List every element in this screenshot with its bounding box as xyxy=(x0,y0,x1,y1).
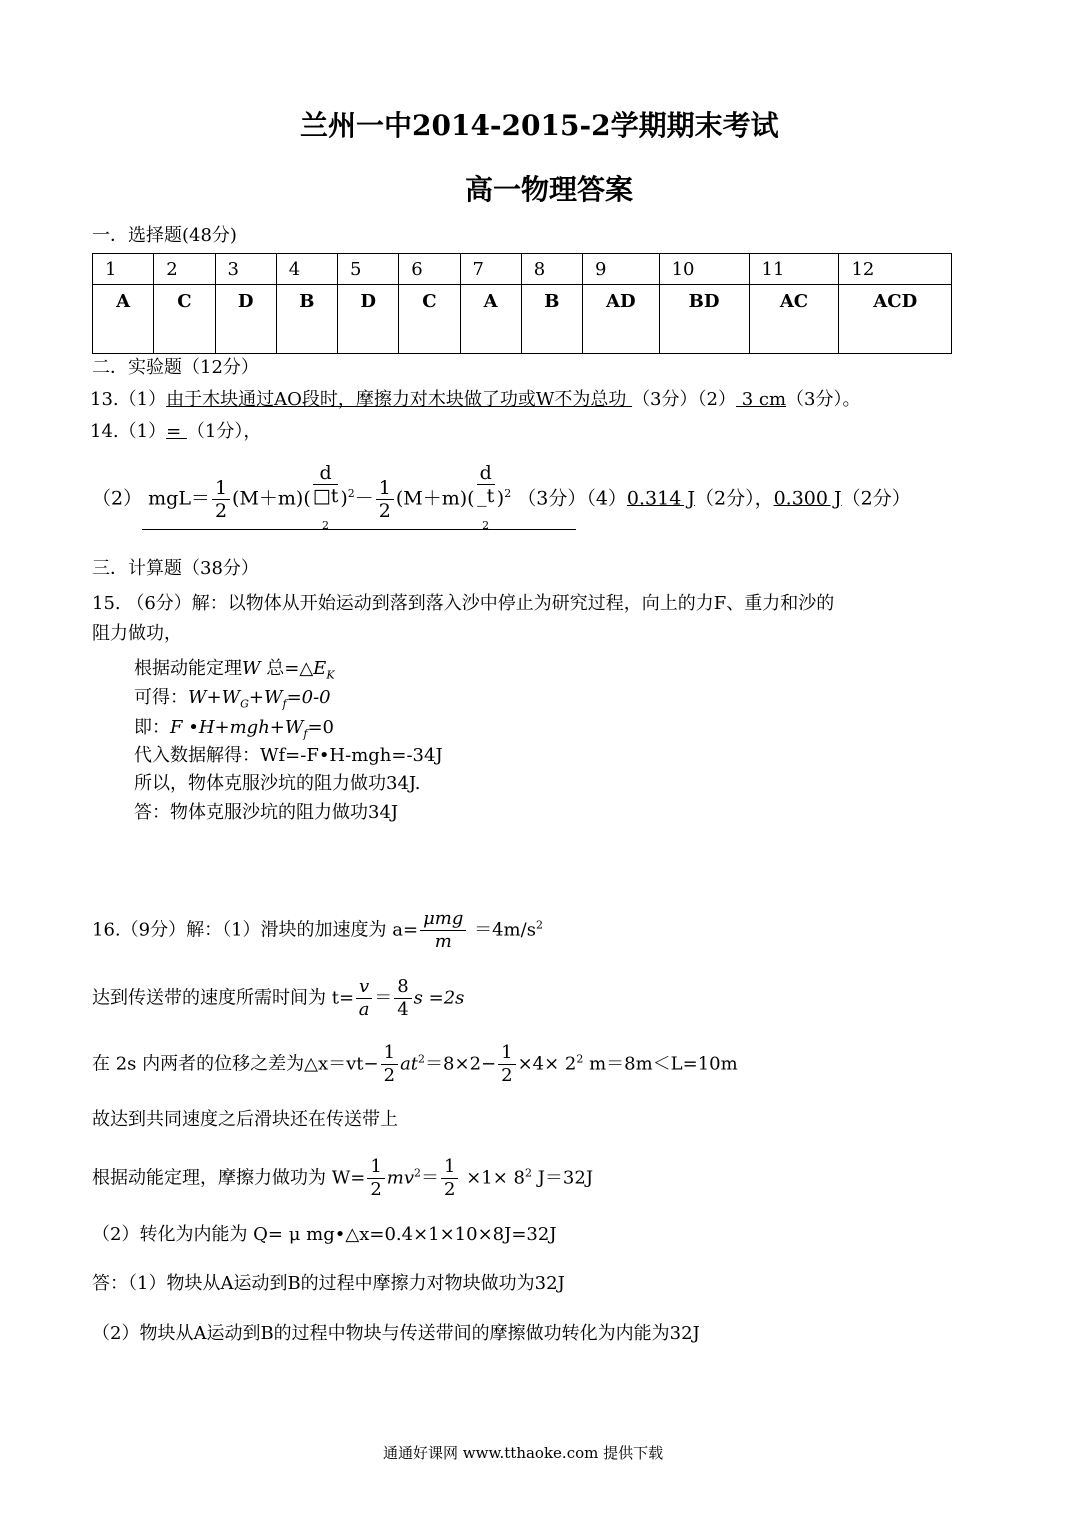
fraction: $\frac{\text{μmg}}{m}$ xyxy=(420,908,466,953)
q-number: 8 xyxy=(521,254,582,285)
q-number: 6 xyxy=(399,254,460,285)
q13-mid: （3分）（2） xyxy=(632,389,736,410)
q15-line8: 答：物体克服沙坑的阻力做功34J xyxy=(134,802,399,823)
q-number: 4 xyxy=(276,254,337,285)
formula-underline xyxy=(142,529,576,530)
q-answer: BD xyxy=(659,285,749,354)
q-answer: C xyxy=(399,285,460,354)
q-number: 3 xyxy=(215,254,276,285)
q14-line1 xyxy=(90,420,261,444)
q-answer: ACD xyxy=(839,285,952,354)
q16-line2: 达到传送带的速度所需时间为 t= $\frac{v}{a}$ ＝ $\frac{8}{4}$ s =2s xyxy=(92,976,465,1020)
q-answer: B xyxy=(521,285,582,354)
q16-line3: 在 2s 内两者的位移之差为△x＝vt− $\frac{1}{2}$ $at^2=8\times 2-$ $\frac{1}{2}$ $\times 4\times 2^2$ m＝8m＜L=10m xyxy=(92,1042,738,1086)
q15-line2: 阻力做功， xyxy=(92,623,182,644)
q-number: 1 xyxy=(93,254,154,285)
q13-line xyxy=(90,388,860,412)
q13-prefix: 13.（1） xyxy=(90,389,167,410)
q14-end1: （1分）， xyxy=(186,421,262,442)
q14-formula-line: （2） mgL＝ $\frac{1}{2}$ (M＋m)( d □t $_2$ )$^2$－ $\frac{1}{2}$ (M＋m)( d _t $_2$ )$^2$ （3分）（4）0.314 J（2分），0.300 J（2分） xyxy=(92,462,911,537)
fraction: $\frac{1}{2}$ xyxy=(441,1156,458,1201)
q-answer: B xyxy=(276,285,337,354)
q16-line7: 答：（1）物块从A运动到B的过程中摩擦力对物块做功为32J xyxy=(92,1273,565,1294)
q15-line4: 可得：$W+W_G+W_f=0-0$ xyxy=(134,687,331,711)
q16-line4: 故达到共同速度之后滑块还在传送带上 xyxy=(92,1109,398,1130)
q-number: 2 xyxy=(154,254,215,285)
q13-answer1: 由于木块通过AO段时，摩擦力对木块做了功或W不为总功 xyxy=(166,389,633,410)
fraction: $\frac{1}{2}$ xyxy=(367,1156,384,1201)
fraction: $\frac{1}{2}$ xyxy=(381,1042,398,1087)
doc-subtitle: 高一物理答案 xyxy=(465,173,634,206)
answer-value-row xyxy=(93,285,952,354)
q16-line1: 16.（9分）解：（1）滑块的加速度为 a= $\frac{\text{μmg}}{m}$ $=4m/s^2$ xyxy=(92,908,543,952)
q13-answer2: 3 cm xyxy=(735,389,787,410)
q-answer: A xyxy=(460,285,521,354)
q14-value2: 0.300 J xyxy=(773,487,842,510)
q15-line7: 所以，物体克服沙坑的阻力做功34J. xyxy=(134,773,421,794)
q14-value1: 0.314 J xyxy=(626,487,695,510)
q-number: 9 xyxy=(583,254,660,285)
q14-answer1: = xyxy=(166,421,187,442)
q15-line1: 15. （6分）解：以物体从开始运动到落到落入沙中停止为研究过程，向上的力F、重力和沙的 xyxy=(92,593,835,614)
q-number: 10 xyxy=(659,254,749,285)
q-number: 5 xyxy=(338,254,399,285)
q14-part2: （2） xyxy=(92,487,143,510)
fraction: $\frac{8}{4}$ xyxy=(394,976,411,1021)
formula-lhs: mgL＝ xyxy=(148,487,210,510)
footer-credit: 通通好课网 www.tthaoke.com 提供下载 xyxy=(383,1444,664,1462)
q-answer: AD xyxy=(583,285,660,354)
q-answer: D xyxy=(338,285,399,354)
q13-end: （3分）。 xyxy=(786,389,861,410)
q-answer: D xyxy=(215,285,276,354)
q-number: 7 xyxy=(460,254,521,285)
fraction: $\frac{1}{2}$ xyxy=(498,1042,515,1087)
q16-line5: 根据动能定理，摩擦力做功为 W= $\frac{1}{2}$ $mv^2=$ $\frac{1}{2}$ $\times 1\times 8^2$ J＝32J xyxy=(92,1156,594,1200)
q-answer: AC xyxy=(749,285,839,354)
q-answer: C xyxy=(154,285,215,354)
fraction: $\frac{1}{2}$ xyxy=(212,477,230,522)
q15-line6: 代入数据解得：Wf=-F•H-mgh=-34J xyxy=(134,745,443,766)
doc-title: 兰州一中2014-2015-2学期期末考试 xyxy=(300,109,779,142)
answer-table xyxy=(92,253,952,354)
q16-line6: （2）转化为内能为 Q= μ mg•△x=0.4×1×10×8J=32J xyxy=(92,1224,557,1245)
fraction: d □t $_2$ xyxy=(312,462,339,532)
answer-number-row xyxy=(93,254,952,285)
fraction: $\frac{v}{a}$ xyxy=(356,976,372,1021)
q-number: 12 xyxy=(839,254,952,285)
sec1-heading: 一．选择题(48分) xyxy=(92,225,237,246)
fraction: d _t $_2$ xyxy=(477,462,495,532)
q-answer: A xyxy=(93,285,154,354)
q14-prefix: 14.（1） xyxy=(90,421,167,442)
sec3-heading: 三．计算题（38分） xyxy=(92,558,259,579)
q15-line3: 根据动能定理W 总$=\triangle E_K$ xyxy=(134,658,335,682)
q14-points: （3分）（4） xyxy=(517,487,627,510)
fraction: $\frac{1}{2}$ xyxy=(376,477,394,522)
q15-line5: 即：F $•H+mgh+W_f=0$ xyxy=(134,717,334,741)
mass-term: (M＋m)( xyxy=(232,487,311,510)
q16-line8: （2）物块从A运动到B的过程中物块与传送带间的摩擦做功转化为内能为32J xyxy=(92,1323,700,1344)
q-number: 11 xyxy=(749,254,839,285)
sec2-heading: 二．实验题（12分） xyxy=(92,357,259,378)
